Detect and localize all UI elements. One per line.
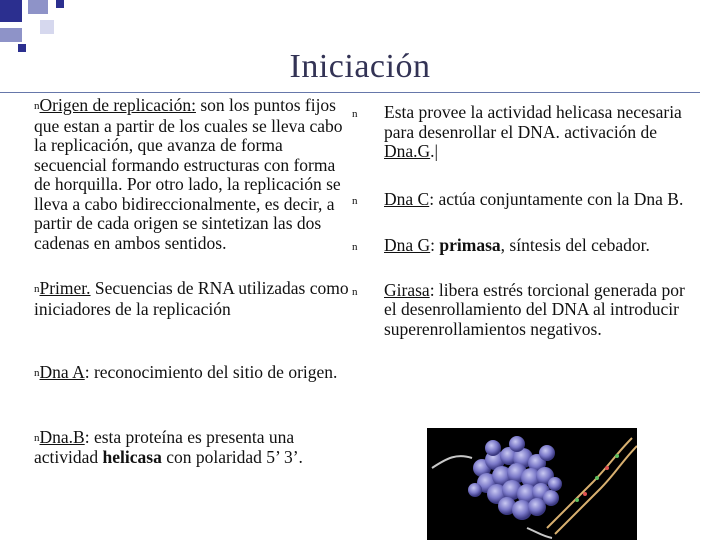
right-column bbox=[352, 103, 697, 362]
dna-a-paragraph bbox=[34, 363, 356, 384]
dna-g-item bbox=[352, 236, 697, 256]
bullet-icon: n bbox=[352, 194, 358, 207]
dna-c-item bbox=[352, 190, 697, 210]
girasa-term: Girasa bbox=[384, 279, 430, 300]
bullet-icon: n bbox=[34, 283, 40, 295]
dna-a-term: Dna A bbox=[39, 362, 85, 382]
primasa-bold: primasa bbox=[439, 235, 501, 255]
protein-dna-image bbox=[427, 428, 637, 540]
helicasa-bold: helicasa bbox=[102, 447, 162, 467]
bullet-icon: n bbox=[34, 367, 40, 379]
dna-a-text: : reconocimiento del sitio de origen. bbox=[84, 362, 338, 382]
bullet-icon: n bbox=[352, 285, 358, 298]
left-column bbox=[34, 96, 356, 484]
helicase-item bbox=[352, 103, 697, 162]
bullet-icon: n bbox=[352, 108, 358, 120]
title-divider bbox=[0, 92, 700, 93]
bullet-icon: n bbox=[34, 100, 40, 112]
primer-paragraph bbox=[34, 279, 356, 319]
dna-c-term: Dna C bbox=[384, 188, 430, 209]
origin-term: Origen de replicación: bbox=[39, 95, 196, 115]
dna-b-text: : esta proteína es presenta una actividad bbox=[34, 426, 295, 467]
dna-g-text: , síntesis del cebador. bbox=[500, 235, 650, 255]
dna-g-sep: : bbox=[430, 235, 440, 255]
slide-title: Iniciación bbox=[289, 48, 431, 85]
dna-b-paragraph bbox=[34, 428, 356, 468]
origin-text: son los puntos fijos que estan a partir de los cuales se lleva cabo la replicación, que avanza de forma secuencial formando estructuras con forma de horquilla. Por otro lado, la replicación se lleva a cabo bidireccionalmente, es decir, a partir de cada origen se sintetizan las dos cadenas en ambos sentidos. bbox=[34, 95, 343, 253]
bullet-icon: n bbox=[352, 241, 358, 253]
dna-b-tail: con polaridad 5’ 3’. bbox=[161, 447, 303, 467]
primer-term: Primer. bbox=[39, 278, 91, 298]
dna-g-link: Dna.G bbox=[384, 141, 431, 161]
primer-text: Secuencias de RNA utilizadas como iniciadores de la replicación bbox=[34, 278, 349, 319]
bullet-icon: n bbox=[34, 431, 40, 444]
girasa-text: : libera estrés torcional generada por el desenrollamiento del DNA al introducir superenrollamientos negativos. bbox=[384, 279, 685, 339]
dna-b-term: Dna.B bbox=[39, 426, 85, 447]
origin-paragraph bbox=[34, 96, 356, 253]
girasa-item bbox=[352, 281, 697, 340]
helicase-text: Esta provee la actividad helicasa necesaria para desenrollar el DNA. activación de bbox=[384, 102, 682, 142]
dna-g-term: Dna G bbox=[384, 235, 431, 255]
dna-c-text: : actúa conjuntamente con la Dna B. bbox=[429, 188, 684, 209]
helicase-tail: .| bbox=[430, 141, 439, 161]
